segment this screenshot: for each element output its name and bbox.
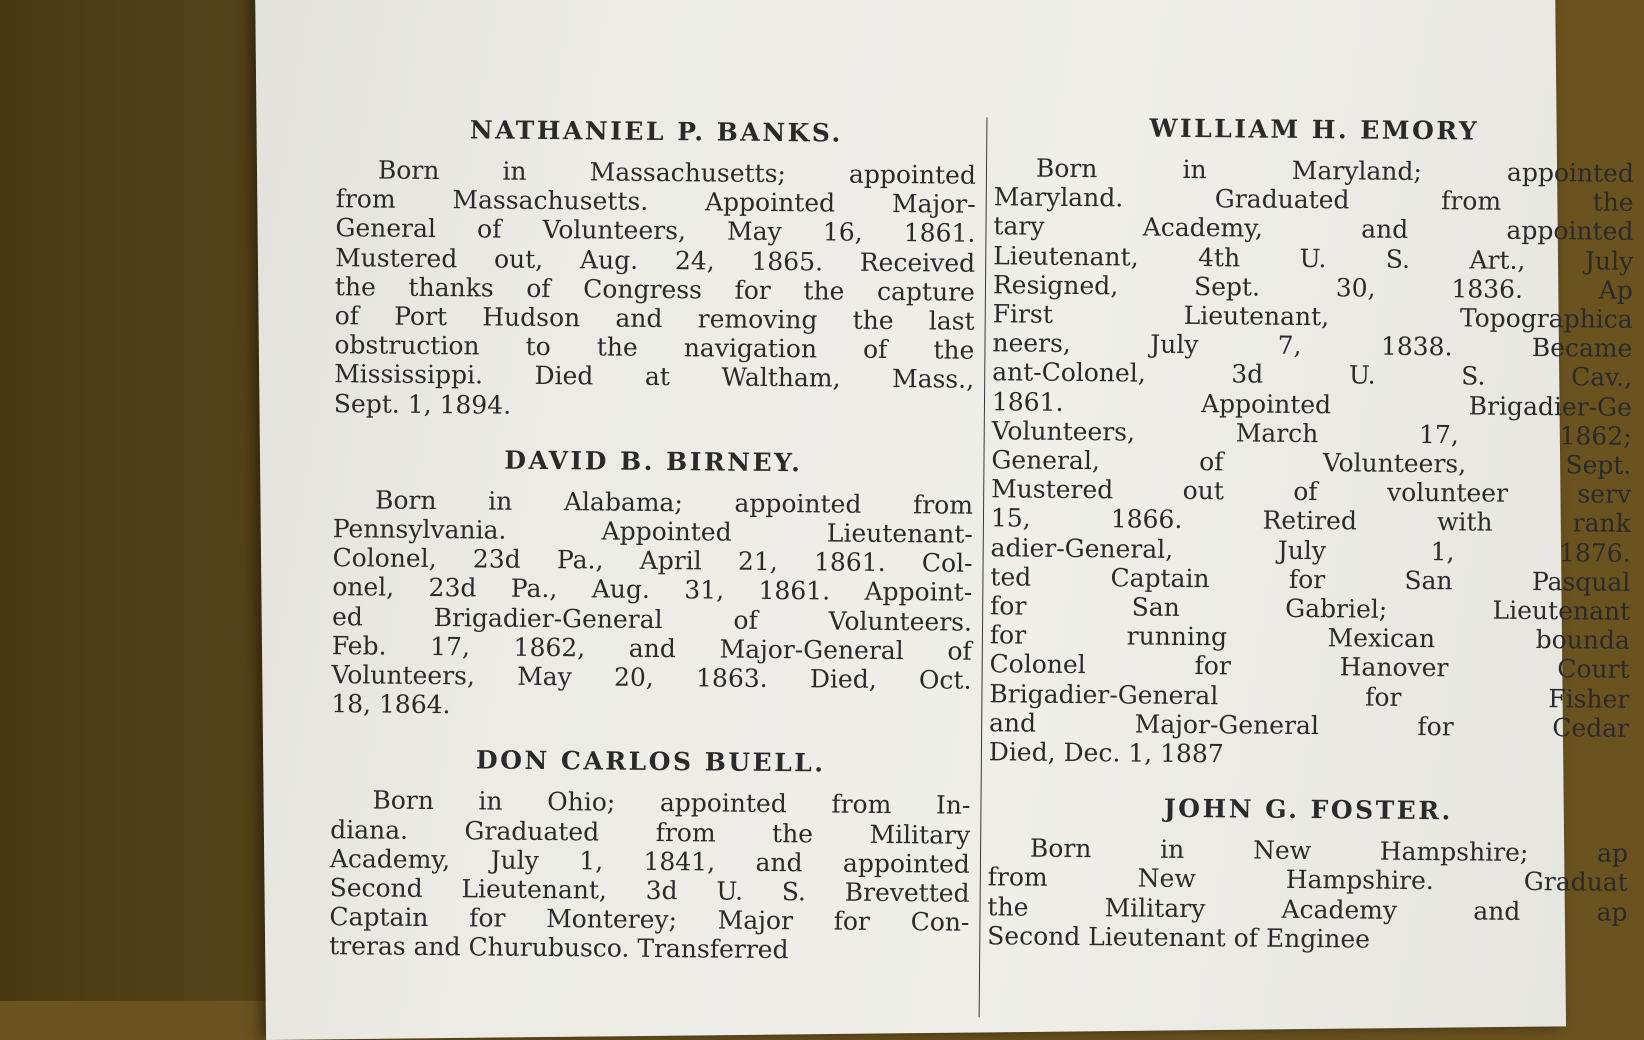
text-line: Second Lieutenant of Enginee [987, 921, 1371, 954]
text-line: 1861. Appointed Brigadier-Ge [991, 386, 1633, 422]
text-line: Mustered out of volunteer serv [991, 474, 1632, 510]
text-line: Resigned, Sept. 30, 1836. Ap [992, 270, 1634, 305]
text-line: the Military Academy and ap [987, 891, 1628, 927]
text-line: Born in New Hampshire; ap [1029, 833, 1629, 869]
text-line: Sept. 1, 1894. [333, 388, 512, 420]
text-line: Born in Maryland; appointed [1035, 153, 1635, 188]
column-divider [979, 117, 988, 1017]
left-column-entry [334, 114, 977, 423]
text-line: Mustered out, Aug. 24, 1865. Received [335, 242, 976, 278]
text-line: First Lieutenant, Topographica [992, 299, 1633, 334]
text-line: from Massachusetts. Appointed Major- [335, 184, 976, 219]
book-page [255, 0, 1635, 1040]
right-column-entry [989, 112, 1635, 772]
text-line: Captain for Monterey; Major for Con- [329, 902, 970, 937]
text-line: Born in Massachusetts; appointed [377, 155, 977, 190]
text-line: Born in Alabama; appointed from [374, 485, 974, 520]
right-column-entry [987, 793, 1628, 956]
text-line: Lieutenant, 4th U. S. Art., July [993, 240, 1634, 276]
text-line: Maryland. Graduated from the [993, 182, 1634, 218]
text-line: Colonel, 23d Pa., April 21, 1861. Col- [332, 543, 973, 578]
text-line: Pennsylvania. Appointed Lieutenant- [332, 514, 973, 549]
entry-name-heading: NATHANIEL P. BANKS. [469, 115, 843, 148]
entry-name-heading: DON CARLOS BUELL. [475, 745, 826, 778]
text-line: Died, Dec. 1, 1887 [988, 737, 1224, 769]
text-line: from New Hampshire. Graduat [987, 862, 1628, 898]
text-line: Feb. 17, 1862, and Major-General of [331, 630, 972, 666]
text-line: General, of Volunteers, Sept. [991, 445, 1632, 480]
text-line: diana. Graduated from the Military [330, 814, 971, 850]
text-line: tary Academy, and appointed [993, 211, 1634, 247]
text-line: onel, 23d Pa., Aug. 31, 1861. Appoint- [332, 572, 973, 608]
text-line: and Major-General for Cedar [988, 708, 1630, 743]
entry-name-heading: DAVID B. BIRNEY. [504, 445, 803, 478]
text-line: ed Brigadier-General of Volunteers. [331, 601, 973, 637]
text-line: Volunteers, March 17, 1862; [991, 416, 1632, 451]
text-line: Brigadier-General for Fisher [989, 678, 1630, 714]
text-line: ant-Colonel, 3d U. S. Cav., [992, 357, 1633, 393]
text-line: ted Captain for San Pasqual [990, 562, 1631, 597]
text-line: Mississippi. Died at Waltham, Mass., [334, 359, 975, 395]
left-column [329, 114, 977, 992]
left-column-entry [329, 745, 971, 967]
text-line: adier-General, July 1, 1876. [990, 532, 1631, 568]
entry-name-heading: JOHN G. FOSTER. [1163, 794, 1453, 826]
right-column [987, 112, 1635, 982]
text-line: Born in Ohio; appointed from In- [372, 785, 971, 821]
text-line: Second Lieutenant, 3d U. S. Brevetted [329, 873, 970, 908]
text-line: of Port Hudson and removing the last [334, 301, 975, 336]
text-line: neers, July 7, 1838. Became [992, 328, 1633, 364]
text-line: 15, 1866. Retired with rank [990, 503, 1631, 539]
text-line: 18, 1864. [331, 689, 451, 720]
text-line: General of Volunteers, May 16, 1861. [335, 213, 976, 249]
left-column-entry [331, 444, 973, 724]
text-line: Colonel for Hanover Court [989, 649, 1630, 685]
text-line: for San Gabriel; Lieutenant [989, 591, 1631, 626]
text-line: Academy, July 1, 1841, and appointed [329, 843, 971, 879]
text-line: treras and Churubusco. Transferred [329, 931, 789, 965]
entry-name-heading: WILLIAM H. EMORY [1149, 113, 1480, 146]
text-line: obstruction to the navigation of the [334, 330, 975, 365]
text-line: for running Mexican bounda [989, 620, 1630, 656]
text-line: Volunteers, May 20, 1863. Died, Oct. [331, 660, 972, 695]
text-line: the thanks of Congress for the capture [334, 271, 976, 307]
